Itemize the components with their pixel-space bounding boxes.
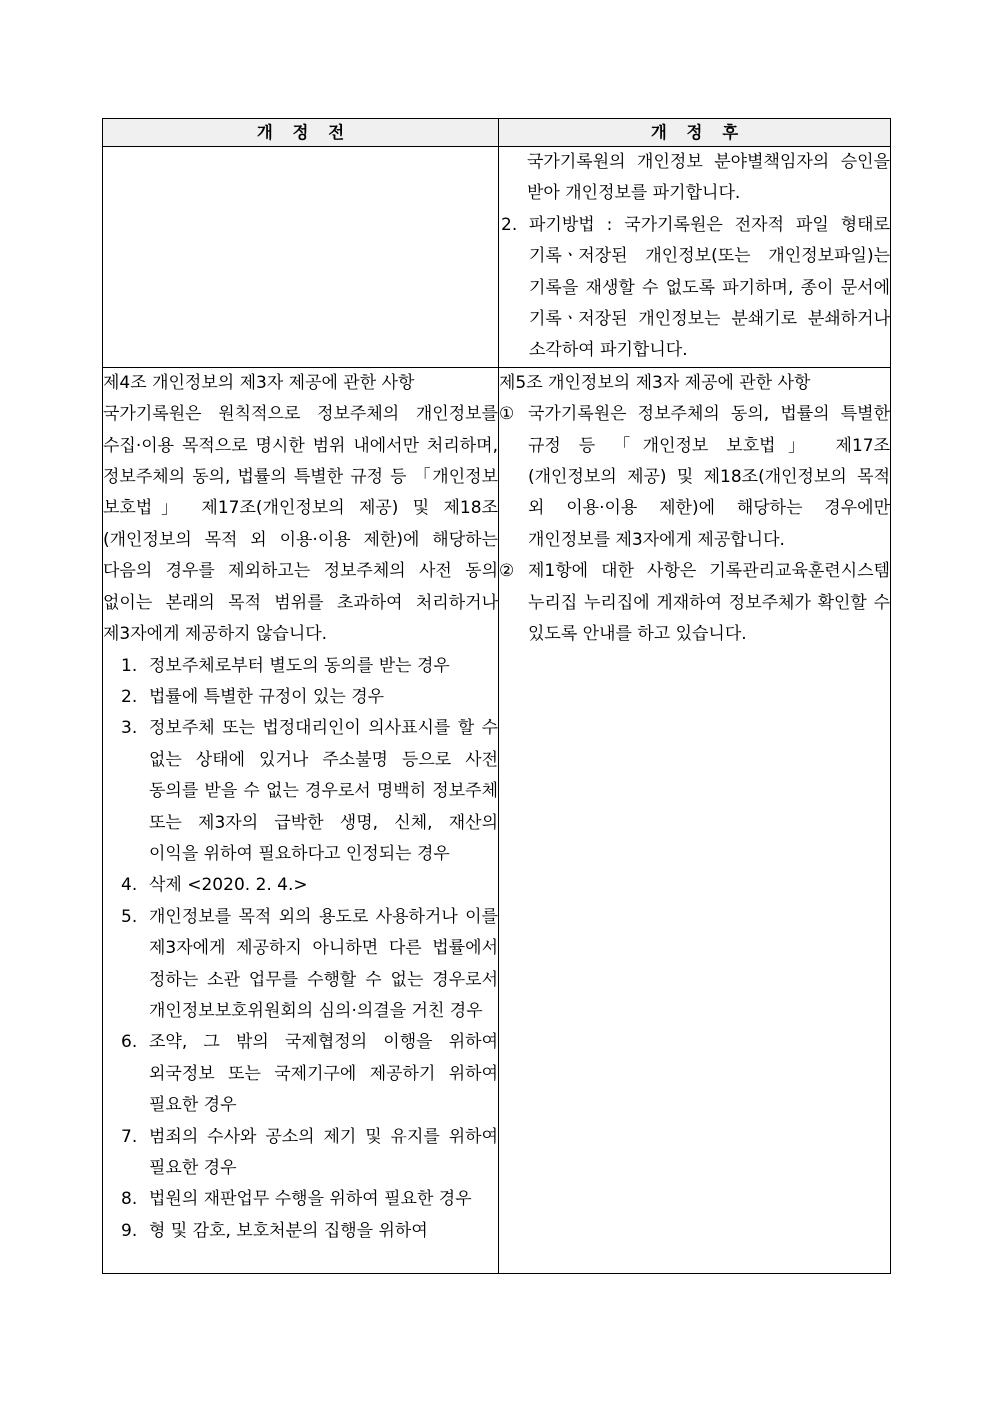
list-marker: 8. (121, 1189, 138, 1210)
list-marker: 2. (121, 686, 138, 707)
list-item-text: 형 및 감호, 보호처분의 집행을 위하여 (149, 1220, 428, 1241)
list-marker: 5. (121, 906, 138, 927)
list-item (119, 682, 498, 713)
list-marker: 1. (121, 655, 138, 676)
list-marker: 7. (121, 1126, 138, 1147)
continuation-text: 국가기록원의 개인정보 분야별책임자의 승인을 받아 개인정보를 파기합니다. (527, 152, 890, 204)
list-item-text: 법원의 재판업무 수행을 위하여 필요한 경우 (149, 1189, 472, 1210)
list-marker: 9. (121, 1220, 138, 1241)
table-header-row (103, 119, 891, 147)
list-item-text: 조약, 그 밖의 국제협정의 이행을 위하여 외국정보 또는 국제기구에 제공하기 위하여 필요한 경우 (149, 1032, 498, 1116)
list-marker: ② (499, 561, 515, 582)
list-item-text: 제1항에 대한 사항은 기록관리교육훈련시스템 누리집 누리집에 게재하여 정보주체가 확인할 수 있도록 안내를 하고 있습니다. (528, 561, 890, 645)
list-marker: ① (499, 404, 515, 425)
list-item (119, 902, 498, 1028)
list-item-text: 국가기록원은 정보주체의 동의, 법률의 특별한 규정 등 「개인정보 보호법」 제17조(개인정보의 제공) 및 제18조(개인정보의 목적 외 이용·이용 제한)에 해당하는 경우에만 개인정보를 제3자에게 제공합니다. (528, 404, 890, 550)
list-item-text: 삭제 <2020. 2. 4.> (149, 875, 308, 896)
list-item (499, 556, 890, 650)
cell-before-row2 (103, 367, 499, 1273)
list-item-text: 파기방법 : 국가기록원은 전자적 파일 형태로 기록ㆍ저장된 개인정보(또는 개인정보파일)는 기록을 재생할 수 없도록 파기하며, 종이 문서에 기록ㆍ저장된 개인정보는 분쇄기로 분쇄하거나 소각하여 파기합니다. (529, 214, 890, 361)
table-row (103, 147, 891, 368)
article-paragraph-before: 국가기록원은 원칙적으로 정보주체의 개인정보를 수집·이용 목적으로 명시한 범위 내에서만 처리하며, 정보주체의 동의, 법률의 특별한 규정 등 「개인정보 보호법」 제17조(개인정보의 제공) 및 제18조(개인정보의 목적 외 이용·이용 제한)에 해당하는 다음의 경우를 제외하고는 정보주체의 사전 동의 없이는 본래의 목적 범위를 초과하여 처리하거나 제3자에게 제공하지 않습니다. (103, 404, 498, 645)
list-item-text: 법률에 특별한 규정이 있는 경우 (149, 686, 385, 707)
list-item (119, 651, 498, 682)
column-header-before: 개 정 전 (103, 119, 499, 147)
circled-list-after (499, 399, 890, 650)
list-item (119, 1216, 498, 1247)
list-marker: 3. (121, 718, 138, 739)
numbered-list-before (103, 651, 498, 1248)
list-item (119, 1027, 498, 1121)
cell-after-row1 (499, 147, 891, 368)
list-item (119, 870, 498, 901)
cell-after-row2 (499, 367, 891, 1273)
table-body (103, 147, 891, 1274)
list-marker: 2. (501, 214, 518, 235)
list-item (119, 1122, 498, 1185)
list-item-text: 범죄의 수사와 공소의 제기 및 유지를 위하여 필요한 경우 (149, 1126, 498, 1178)
list-item-text: 정보주체로부터 별도의 동의를 받는 경우 (149, 655, 450, 676)
list-item (119, 713, 498, 870)
list-item-text: 정보주체 또는 법정대리인이 의사표시를 할 수 없는 상태에 있거나 주소불명 등으로 사전 동의를 받을 수 없는 경우로서 명백히 정보주체 또는 제3자의 급박한 생명, 신체, 재산의 이익을 위하여 필요하다고 인정되는 경우 (149, 718, 498, 864)
list-item (499, 210, 890, 367)
list-marker: 6. (121, 1032, 138, 1053)
table-header (103, 119, 891, 147)
list-item (119, 1184, 498, 1215)
article-heading-after: 제5조 개인정보의 제3자 제공에 관한 사항 (499, 372, 811, 393)
cell-before-row1 (103, 147, 499, 368)
list-item (499, 399, 890, 556)
table-row (103, 367, 891, 1273)
revision-comparison-table (102, 118, 891, 1274)
column-header-after: 개 정 후 (499, 119, 891, 147)
list-marker: 4. (121, 875, 138, 896)
list-item-text: 개인정보를 목적 외의 용도로 사용하거나 이를 제3자에게 제공하지 아니하면 다른 법률에서 정하는 소관 업무를 수행할 수 없는 경우로서 개인정보보호위원회의 심의·의결을 거친 경우 (149, 906, 498, 1021)
article-heading-before: 제4조 개인정보의 제3자 제공에 관한 사항 (103, 372, 415, 393)
